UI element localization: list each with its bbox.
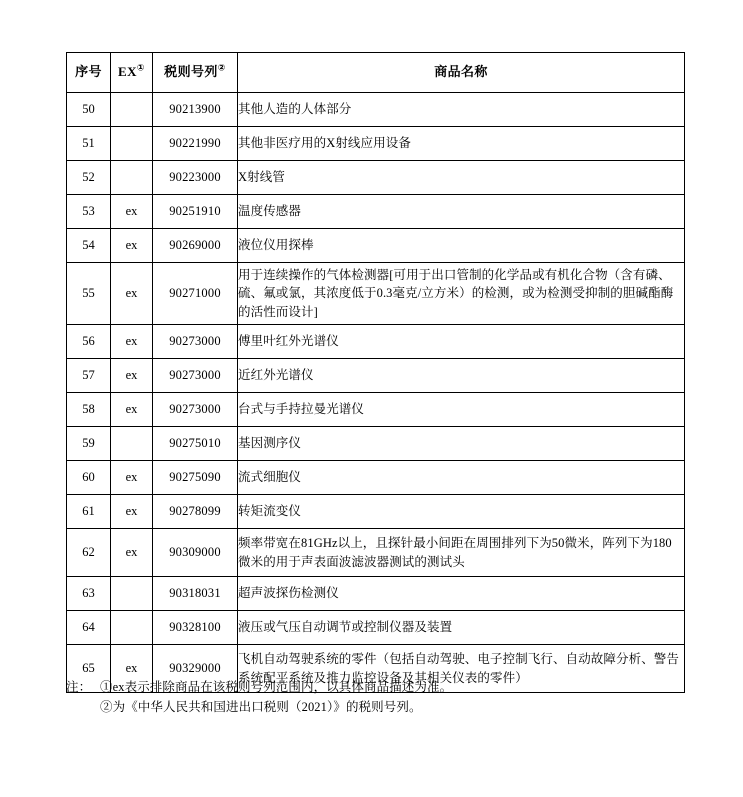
cell-product-name: 流式细胞仪: [238, 461, 685, 495]
column-header-name-label: 商品名称: [434, 64, 488, 80]
cell-tariff-code: 90221990: [153, 127, 238, 161]
cell-sequence-number: 54: [67, 229, 111, 263]
column-header-code-sup: ②: [217, 63, 226, 74]
cell-sequence-number: 61: [67, 495, 111, 529]
cell-ex-flag: ex: [111, 325, 153, 359]
cell-sequence-number: 63: [67, 577, 111, 611]
table-row: [67, 161, 685, 195]
cell-product-name: 傅里叶红外光谱仪: [238, 325, 685, 359]
cell-sequence-number: 60: [67, 461, 111, 495]
cell-product-name: 近红外光谱仪: [238, 359, 685, 393]
cell-product-name: 频率带宽在81GHz以上，且探针最小间距在周围排列下为50微米，阵列下为180微米的用于声表面波滤波器测试的测试头: [238, 529, 685, 577]
cell-product-name: 超声波探伤检测仪: [238, 577, 685, 611]
cell-tariff-code: 90251910: [153, 195, 238, 229]
table-row: [67, 93, 685, 127]
table-row: [67, 263, 685, 325]
table-row: [67, 529, 685, 577]
cell-ex-flag: ex: [111, 495, 153, 529]
cell-sequence-number: 55: [67, 263, 111, 325]
cell-tariff-code: 90273000: [153, 359, 238, 393]
cell-ex-flag: ex: [111, 645, 153, 693]
column-header-seq: [67, 53, 111, 93]
footnote-text-1: ①ex表示排除商品在该税则号列范围内，以具体商品描述为准。: [100, 680, 453, 694]
cell-tariff-code: 90318031: [153, 577, 238, 611]
cell-product-name: 转矩流变仪: [238, 495, 685, 529]
cell-tariff-code: 90328100: [153, 611, 238, 645]
column-header-ex-label: EX: [118, 64, 137, 80]
cell-ex-flag: [111, 127, 153, 161]
cell-tariff-code: 90269000: [153, 229, 238, 263]
cell-ex-flag: ex: [111, 359, 153, 393]
cell-tariff-code: 90275010: [153, 427, 238, 461]
cell-ex-flag: [111, 161, 153, 195]
cell-tariff-code: 90275090: [153, 461, 238, 495]
cell-product-name: X射线管: [238, 161, 685, 195]
exclusion-table-container: [66, 52, 684, 693]
exclusion-table: [66, 52, 685, 693]
table-row: [67, 461, 685, 495]
table-row: [67, 427, 685, 461]
cell-sequence-number: 52: [67, 161, 111, 195]
cell-ex-flag: [111, 93, 153, 127]
footnote-line-2: [66, 698, 706, 718]
table-body: [67, 93, 685, 693]
cell-sequence-number: 64: [67, 611, 111, 645]
table-row: [67, 359, 685, 393]
column-header-ex-sup: ①: [136, 63, 145, 74]
cell-sequence-number: 53: [67, 195, 111, 229]
cell-ex-flag: ex: [111, 195, 153, 229]
cell-product-name: 液位仪用探棒: [238, 229, 685, 263]
table-row: [67, 127, 685, 161]
column-header-code: [153, 53, 238, 93]
footnotes: [66, 678, 706, 718]
cell-tariff-code: 90223000: [153, 161, 238, 195]
cell-tariff-code: 90273000: [153, 393, 238, 427]
cell-product-name: 基因测序仪: [238, 427, 685, 461]
table-row: [67, 229, 685, 263]
column-header-code-label: 税则号列: [164, 64, 218, 80]
table-row: [67, 577, 685, 611]
cell-tariff-code: 90213900: [153, 93, 238, 127]
cell-product-name: 其他非医疗用的X射线应用设备: [238, 127, 685, 161]
cell-tariff-code: 90273000: [153, 325, 238, 359]
cell-sequence-number: 58: [67, 393, 111, 427]
cell-sequence-number: 57: [67, 359, 111, 393]
cell-ex-flag: ex: [111, 529, 153, 577]
cell-product-name: 液压或气压自动调节或控制仪器及装置: [238, 611, 685, 645]
cell-tariff-code: 90329000: [153, 645, 238, 693]
cell-ex-flag: [111, 577, 153, 611]
footnote-text-2: ②为《中华人民共和国进出口税则（2021）》的税则号列。: [100, 699, 422, 714]
cell-ex-flag: [111, 611, 153, 645]
cell-sequence-number: 62: [67, 529, 111, 577]
cell-product-name: 温度传感器: [238, 195, 685, 229]
column-header-seq-label: 序号: [75, 64, 102, 80]
cell-tariff-code: 90271000: [153, 263, 238, 325]
table-header: [67, 53, 685, 93]
cell-sequence-number: 51: [67, 127, 111, 161]
cell-sequence-number: 65: [67, 645, 111, 693]
cell-ex-flag: ex: [111, 461, 153, 495]
footnote-label: 注：: [66, 680, 92, 694]
cell-ex-flag: ex: [111, 393, 153, 427]
cell-product-name: 用于连续操作的气体检测器[可用于出口管制的化学品或有机化合物（含有磷、硫、氟或氯，其浓度低于0.3毫克/立方米）的检测，或为检测受抑制的胆碱酯酶的活性而设计]: [238, 263, 685, 325]
table-row: [67, 325, 685, 359]
cell-ex-flag: [111, 427, 153, 461]
cell-ex-flag: ex: [111, 229, 153, 263]
cell-ex-flag: ex: [111, 263, 153, 325]
table-row: [67, 495, 685, 529]
cell-tariff-code: 90278099: [153, 495, 238, 529]
footnote-line-1: [66, 678, 706, 698]
table-row: [67, 611, 685, 645]
table-row: [67, 195, 685, 229]
cell-sequence-number: 50: [67, 93, 111, 127]
cell-sequence-number: 59: [67, 427, 111, 461]
cell-sequence-number: 56: [67, 325, 111, 359]
cell-product-name: 飞机自动驾驶系统的零件（包括自动驾驶、电子控制飞行、自动故障分析、警告系统配平系统及推力监控设备及其相关仪表的零件）: [238, 645, 685, 693]
cell-product-name: 台式与手持拉曼光谱仪: [238, 393, 685, 427]
table-row: [67, 393, 685, 427]
cell-product-name: 其他人造的人体部分: [238, 93, 685, 127]
column-header-name: [238, 53, 685, 93]
table-header-row: [67, 53, 685, 93]
cell-tariff-code: 90309000: [153, 529, 238, 577]
column-header-ex: [111, 53, 153, 93]
